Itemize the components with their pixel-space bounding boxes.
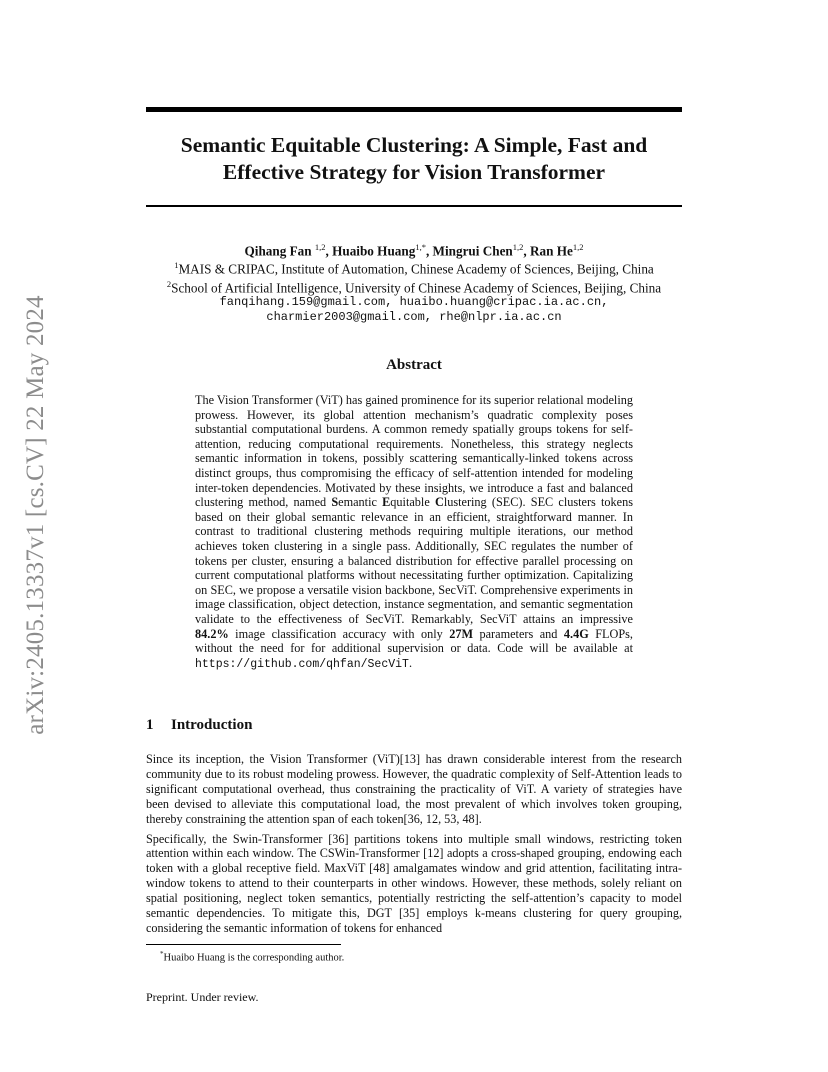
- title-line-1: Semantic Equitable Clustering: A Simple, Fast and: [180, 133, 648, 157]
- author-2: Huaibo Huang: [332, 243, 416, 259]
- author-2-affil: 1,*: [415, 242, 426, 252]
- title-bottom-rule: [146, 205, 682, 207]
- introduction-body: [146, 752, 682, 941]
- params-value: 27M: [449, 626, 474, 641]
- footnote-rule: [146, 944, 341, 945]
- intro-paragraph-1: Since its inception, the Vision Transformer (ViT)[13] has drawn considerable interest from the research community due to its robust modeling prowess. However, the quadratic complexity of Self-Attention leads to significant computational overhead, thus constraining the practicality of ViT. A variety of strategies have been devised to alleviate this computational load, the most prevalent of which involves token grouping, thereby constraining the attention span of each token[36, 12, 53, 48].: [146, 752, 682, 826]
- author-block: [120, 240, 708, 325]
- author-names: Qihang Fan $^{1,2}$, Huaibo Huang$^{1,*}$, Mingrui Chen$^{1,2}$, Ran He$^{1,2}$: [244, 242, 584, 259]
- flops-value: 4.4G: [563, 626, 589, 641]
- author-3-affil: 1,2: [512, 242, 524, 252]
- author-emails-line-2: charmier2003@gmail.com, rhe@nlpr.ia.ac.cn: [266, 310, 562, 325]
- title-line-2: Effective Strategy for Vision Transformer: [222, 160, 606, 184]
- accuracy-value: 84.2%: [195, 626, 229, 641]
- code-url-link[interactable]: https://github.com/qhfan/SecViT: [195, 657, 409, 671]
- affiliation-2: $^2$School of Artificial Intelligence, University of Chinese Academy of Sciences, Beijing, China: [166, 278, 662, 296]
- footnote-mark: *: [160, 950, 164, 958]
- section-number: 1: [146, 717, 154, 733]
- arxiv-identifier: [0, 272, 72, 758]
- footnote-text: Huaibo Huang is the corresponding author.: [163, 952, 345, 964]
- author-1: Qihang Fan: [244, 243, 312, 259]
- abstract-heading: Abstract: [386, 357, 442, 373]
- paper-title: [146, 132, 682, 186]
- footnote: [160, 950, 344, 964]
- title-top-rule: [146, 107, 682, 112]
- arxiv-identifier-text: arXiv:2405.13337v1 [cs.CV] 22 May 2024: [22, 295, 49, 735]
- section-heading-introduction: [146, 717, 252, 734]
- author-1-affil: 1,2: [314, 242, 326, 252]
- abstract-body: The Vision Transformer (ViT) has gained prominence for its superior relational modeling prowess. However, its global attention mechanism’s quadratic complexity poses substantial computational burdens. A common remedy spatially groups tokens for self-attention, reducing computational requirements. Nonetheless, this strategy neglects semantic information in tokens, possibly scattering semantically-linked tokens across distinct groups, thus compromising the efficacy of self-attention intended for modeling inter-token dependencies. Motivated by these insights, we introduce a fast and balanced clustering method, named Semantic Equitable Clustering (SEC). SEC clusters tokens based on their global semantic relevance in an efficient, straightforward manner. In contrast to traditional clustering methods requiring multiple iterations, our method achieves token clustering in a single pass. Additionally, SEC regulates the number of tokens per cluster, ensuring a balanced distribution for effective parallel processing on current computational platforms without necessitating further optimization. Capitalizing on SEC, we propose a versatile vision backbone, SecViT. Comprehensive experiments in image classification, object detection, instance segmentation, and semantic segmentation validate to the effectiveness of SecViT. Remarkably, SecViT attains an impressive 84.2% image classification accuracy with only 27M parameters and 4.4G FLOPs, without the need for for additional supervision or data. Code will be available at https://github.com/qhfan/SecViT.: [195, 393, 633, 671]
- preprint-note: Preprint. Under review.: [146, 990, 259, 1004]
- affiliation-1: $^1$MAIS & CRIPAC, Institute of Automation, Chinese Academy of Sciences, Beijing, China: [174, 260, 654, 277]
- author-4-affil: 1,2: [572, 242, 584, 252]
- intro-paragraph-2: Specifically, the Swin-Transformer [36] partitions tokens into multiple small windows, restricting token attention within each window. The CSWin-Transformer [12] adopts a cross-shaped grouping, endowing each token with a global receptive field. MaxViT [48] amalgamates window and grid attention, facilitating intra-window tokens to attend to their counterparts in other windows. However, these methods, solely reliant on spatial positioning, neglect token semantics, potentially restricting the self-attention’s capacity to model semantic dependencies. To mitigate this, DGT [35] employs k-means clustering for query grouping, considering the semantic information of tokens for enhanced: [146, 831, 682, 935]
- author-4: Ran He: [529, 243, 573, 259]
- author-emails-line-1: fanqihang.159@gmail.com, huaibo.huang@cripac.ia.ac.cn,: [219, 295, 609, 310]
- author-3: Mingrui Chen: [432, 243, 513, 259]
- section-title: Introduction: [171, 717, 253, 733]
